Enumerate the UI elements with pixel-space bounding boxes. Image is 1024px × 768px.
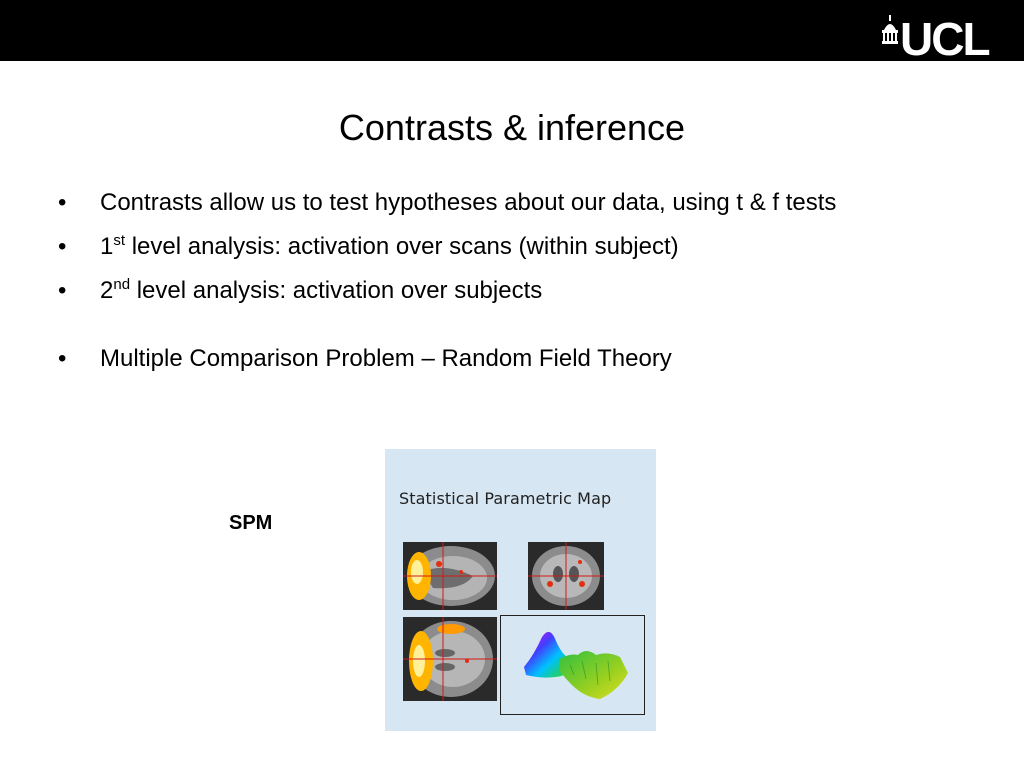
logo-text: UCL	[900, 13, 989, 58]
bullet-text: Contrasts allow us to test hypotheses about our data, using t & f tests	[100, 189, 837, 216]
bullet-number: 1	[100, 233, 114, 260]
bullet-item-second-level	[58, 274, 938, 308]
bullet-marker: •	[58, 277, 67, 304]
ucl-portico-icon	[882, 15, 898, 44]
coronal-brain-image	[528, 542, 604, 610]
figure-caption: Statistical Parametric Map	[399, 489, 612, 508]
bullet-ordinal: nd	[113, 276, 131, 293]
ucl-logo	[880, 6, 1010, 58]
bullet-ordinal: st	[113, 232, 126, 249]
bullet-item-multiple-comparison	[58, 342, 938, 376]
sagittal-brain-image	[403, 542, 497, 610]
bullet-marker: •	[58, 189, 67, 216]
axial-brain-image	[403, 617, 497, 701]
bullet-marker: •	[58, 233, 67, 260]
bullet-number: 2	[100, 277, 114, 304]
bullet-item-first-level	[58, 230, 938, 264]
slide-title: Contrasts & inference	[338, 107, 686, 148]
bullet-marker: •	[58, 345, 67, 372]
surface-plot-image	[500, 615, 645, 715]
bullet-text: Multiple Comparison Problem – Random Field Theory	[100, 345, 672, 372]
bullet-text: level analysis: activation over scans (within subject)	[125, 233, 679, 260]
spm-figure	[385, 449, 656, 731]
bullet-text: level analysis: activation over subjects	[130, 277, 543, 304]
bullet-item-contrasts	[58, 186, 938, 220]
header-bar	[0, 0, 1024, 61]
bullet-list	[58, 186, 938, 386]
figure-label: SPM	[229, 512, 273, 534]
